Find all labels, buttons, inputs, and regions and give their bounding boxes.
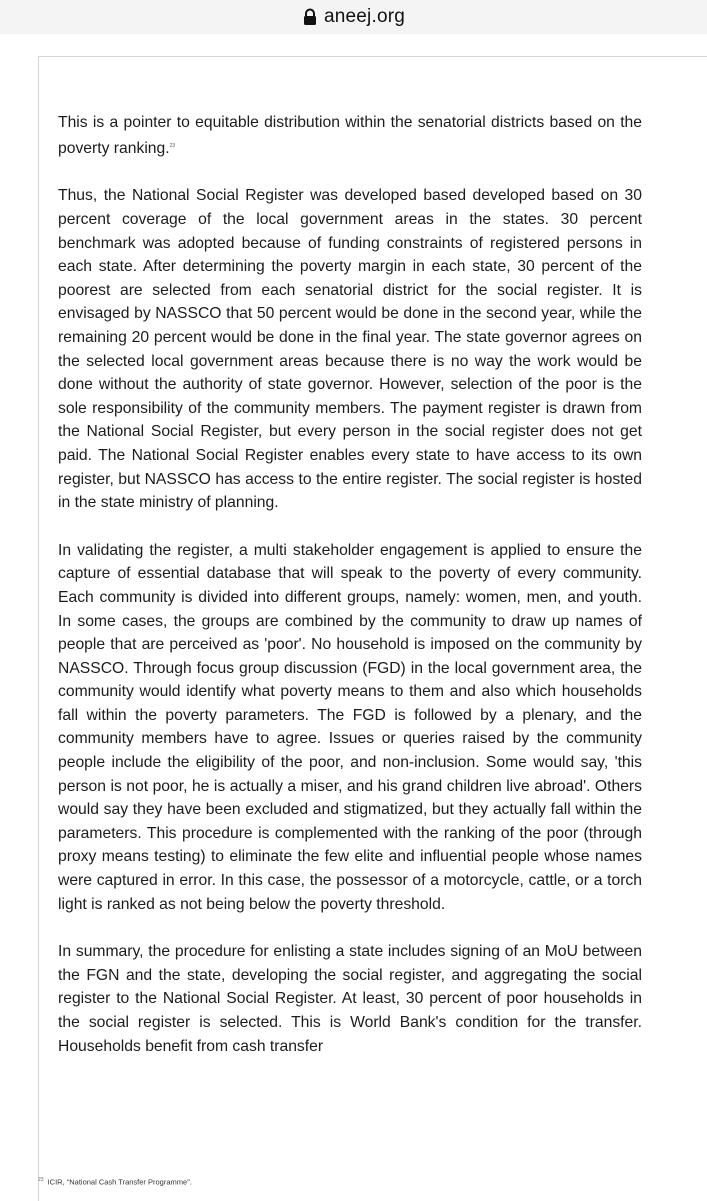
url-display[interactable] (302, 6, 405, 28)
footnote-number: 23 (38, 1177, 44, 1183)
paragraph-3: In validating the register, a multi stakeholder engagement is applied to ensure the capture of essential database that will speak to the poverty of every community. Each community is divided into different groups, namely: women, men, and youth. In some cases, the groups are combined by the community to draw up names of people that are perceived as 'poor'. No household is imposed on the community by NASSCO. Through focus group discussion (FGD) in the local government area, the community would identify what poverty means to them and also which households fall within the poverty parameters. The FGD is followed by a plenary, and the community members have to agree. Issues or queries raised by the community people include the eligibility of the poor, and non-inclusion. Some would say, 'this person is not poor, he is actually a miser, and his grand children live abroad'. Others would say they have been excluded and stigmatized, but they actually fall within the parameters. This procedure is complemented with the ranking of the poor (through proxy means testing) to eliminate the few elite and influential people whose names were captured in error. In this case, the possessor of a motorcycle, cattle, or a torch light is ranked as not being below the poverty threshold. (58, 541, 642, 913)
browser-address-bar[interactable] (0, 0, 707, 34)
document-body (58, 111, 642, 1058)
footnote-reference[interactable]: 23 (169, 142, 176, 149)
footnote (38, 1177, 192, 1187)
lock-icon (302, 8, 318, 26)
paragraph-2: Thus, the National Social Register was developed based developed based on 30 percent coverage of the local government areas in the states. 30 percent benchmark was adopted because of funding constraints of registered persons in each state. After determining the poverty margin in each state, 30 percent of the poorest are selected from each senatorial district for the social register. It is envisaged by NASSCO that 50 percent would be done in the second year, while the remaining 20 percent would be done in the final year. The state governor agrees on the selected local government areas because there is no way the work would be done without the authority of state governor. However, selection of the poor is the sole responsibility of the community members. The payment register is drawn from the National Social Register, but every person in the social register does not get paid. The National Social Register enables every state to have access to its own register, but NASSCO has access to the entire register. The social register is hosted in the state ministry of planning. (58, 187, 642, 512)
footnote-text: ICIR, “National Cash Transfer Programme”. (47, 1177, 192, 1187)
paragraph-1 (58, 111, 642, 160)
paragraph-4: In summary, the procedure for enlisting a state includes signing of an MoU between the FGN and the state, developing the social register, and aggregating the social register to the National Social Register. At least, 30 percent of poor households in the social register is selected. This is World Bank's condition for the transfer. Households benefit from cash transfer (58, 943, 642, 1055)
url-text: aneej.org (323, 6, 406, 27)
paragraph-1-text: This is a pointer to equitable distribution within the senatorial districts based on the poverty ranking. (58, 114, 642, 157)
